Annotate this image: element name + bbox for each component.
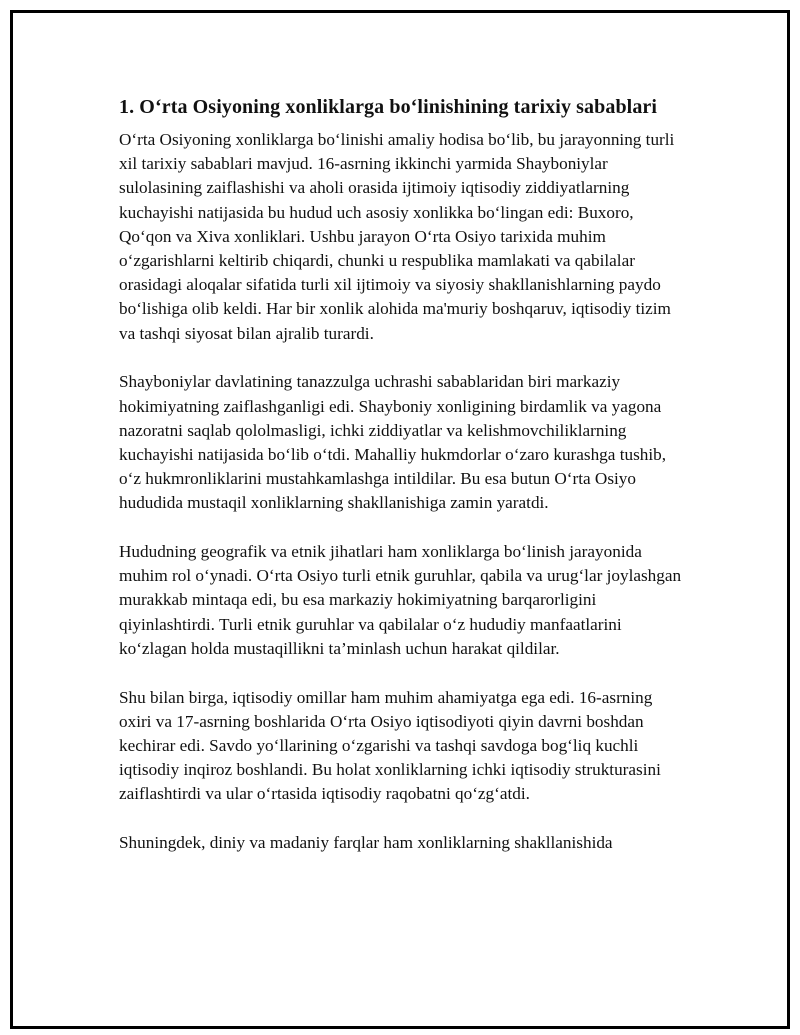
paragraph: Shu bilan birga, iqtisodiy omillar ham muhim ahamiyatga ega edi. 16-asrning oxiri va 17-asrning boshlarida O‘rta Osiyo iqtisodiyoti qiyin davrni boshdan kechirar edi. Savdo yo‘llarining o‘zgarishi va tashqi savdoga bog‘liq kuchli iqtisodiy inqiroz boshlandi. Bu holat xonliklarning ichki iqtisodiy strukturasini zaiflashtirdi va ular o‘rtasida iqtisodiy raqobatni qo‘zg‘atdi. [119, 687, 661, 804]
paragraph: O‘rta Osiyoning xonliklarga bo‘linishi amaliy hodisa bo‘lib, bu jarayonning turli xil tarixiy sabablari mavjud. 16-asrning ikkinchi yarmida Shayboniylar sulolasining zaiflashishi va aholi orasida ijtimoiy iqtisodiy ziddiyatlarning kuchayishi natijasida bu hudud uch asosiy xonlikka bo‘lingan edi: Buxoro, Qo‘qon va Xiva xonliklari. Ushbu jarayon O‘rta Osiyo tarixida muhim o‘zgarishlarni keltirib chiqardi, chunki u respublika mamlakati va qabilalar orasidagi aloqalar sifatida turli xil ijtimoiy va siyosiy shakllanishlarning paydo bo‘lishiga olib keldi. Har bir xonlik alohida ma'muriy boshqaruv, iqtisodiy tizim va tashqi siyosat bilan ajralib turardi. [119, 130, 675, 343]
document-body [119, 94, 689, 880]
paragraph: Hududning geografik va etnik jihatlari ham xonliklarga bo‘linish jarayonida muhim rol o‘ynadi. O‘rta Osiyo turli etnik guruhlar, qabila va urug‘lar joylashgan murakkab mintaqa edi, bu esa markaziy hokimiyatning barqarorligini qiyinlashtirdi. Turli etnik guruhlar va qabilalar o‘z hududiy manfaatlarini ko‘zlagan holda mustaqillikni ta’minlash uchun harakat qildilar. [119, 542, 682, 658]
paragraph: Shayboniylar davlatining tanazzulga uchrashi sabablaridan biri markaziy hokimiyatning zaiflashganligi edi. Shayboniy xonligining birdamlik va yagona nazoratni saqlab qololmasligi, ichki ziddiyatlar va kelishmovchiliklarning kuchayishi natijasida bo‘lib o‘tdi. Mahalliy hukmdorlar o‘zaro kurashga tushib, o‘z hukmronliklarini mustahkamlashga intildilar. Bu esa butun O‘rta Osiyo hududida mustaqil xonliklarning shakllanishiga zamin yaratdi. [119, 372, 667, 513]
paragraph: Shuningdek, diniy va madaniy farqlar ham xonliklarning shakllanishida [119, 833, 613, 853]
section-heading: 1. O‘rta Osiyoning xonliklarga bo‘linishining tarixiy sabablari [119, 96, 658, 118]
